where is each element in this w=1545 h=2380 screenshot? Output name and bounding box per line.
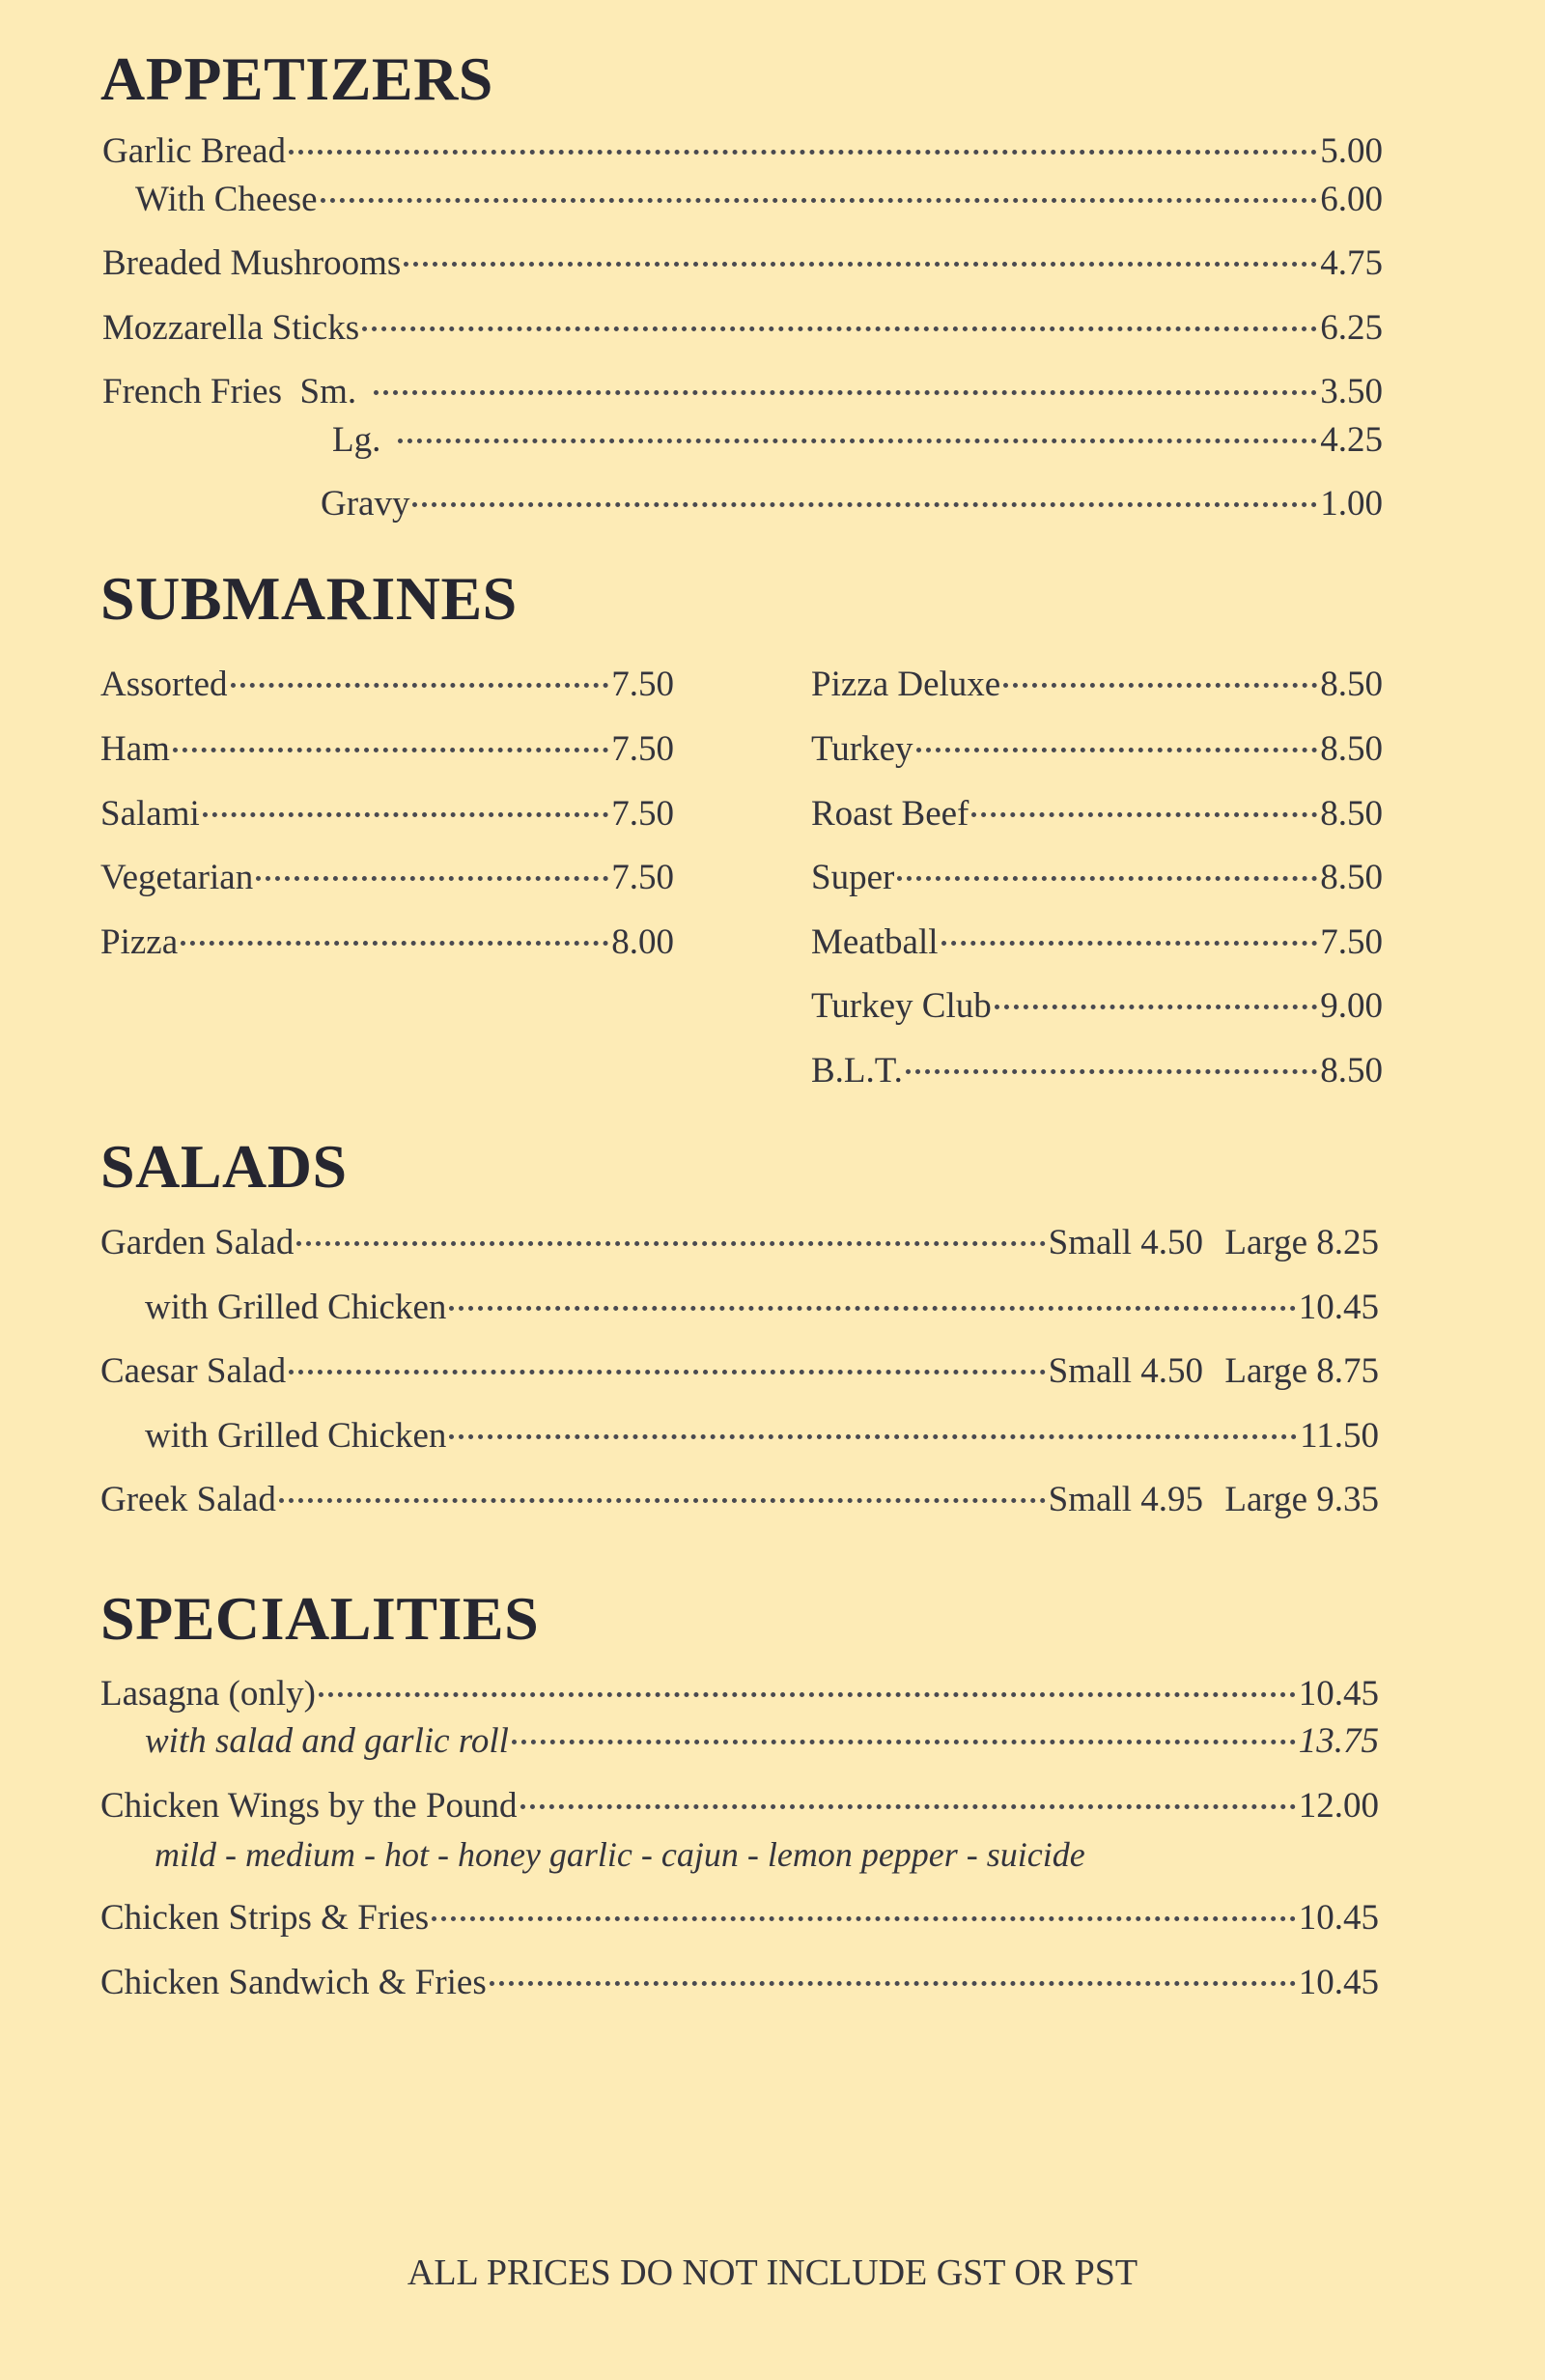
item-name: Turkey — [811, 729, 913, 769]
menu-item-super — [811, 854, 1383, 902]
item-price: 8.50 — [1320, 665, 1383, 704]
leader-dots — [362, 326, 1317, 331]
leader-dots — [321, 198, 1318, 203]
item-name: Roast Beef — [811, 794, 969, 834]
item-price-small: Small 4.95 — [1048, 1480, 1203, 1519]
item-price: 7.50 — [611, 858, 674, 897]
leader-dots — [256, 876, 608, 881]
item-price: 10.45 — [1298, 1898, 1379, 1938]
menu-item-with-cheese — [135, 176, 1383, 224]
item-name: Lg. — [332, 420, 381, 460]
item-price-small: Small 4.50 — [1048, 1223, 1203, 1262]
item-name: Mozzarella Sticks — [102, 308, 360, 348]
item-name: Chicken Wings by the Pound — [100, 1786, 518, 1826]
leader-dots — [432, 1916, 1296, 1921]
menu-item-gravy — [321, 480, 1383, 528]
item-name: with Grilled Chicken — [145, 1288, 447, 1327]
item-name: With Cheese — [135, 180, 318, 219]
leader-dots — [971, 812, 1317, 817]
item-price: 6.25 — [1320, 308, 1383, 348]
item-price: 10.45 — [1298, 1963, 1379, 2002]
item-price: 8.50 — [1320, 1051, 1383, 1091]
menu-item-salami — [100, 790, 674, 838]
menu-item-chicken-wings — [100, 1782, 1379, 1830]
leader-dots — [374, 390, 1317, 395]
item-price: 6.00 — [1320, 180, 1383, 219]
item-name: Pizza — [100, 922, 179, 962]
leader-dots — [906, 1069, 1317, 1074]
wing-flavors: mild - medium - hot - honey garlic - cajun - lemon pepper - suicide — [154, 1835, 1085, 1874]
menu-item-meatball — [811, 919, 1383, 967]
item-name: Caesar Salad — [100, 1351, 287, 1391]
menu-item-caesar-salad-chicken — [145, 1412, 1379, 1460]
item-price-large: Large 9.35 — [1224, 1480, 1379, 1519]
menu-item-turkey — [811, 725, 1383, 774]
salads-heading: SALADS — [100, 1132, 348, 1201]
leader-dots — [520, 1804, 1296, 1809]
menu-item-chicken-strips — [100, 1894, 1379, 1942]
leader-dots — [289, 150, 1317, 155]
item-price: 7.50 — [611, 665, 674, 704]
item-price-small: Small 4.50 — [1048, 1351, 1203, 1391]
leader-dots — [279, 1498, 1046, 1503]
menu-item-garden-salad-chicken — [145, 1284, 1379, 1332]
menu-item-pizza — [100, 919, 674, 967]
item-name: Greek Salad — [100, 1480, 276, 1519]
leader-dots — [231, 683, 609, 688]
menu-item-ham — [100, 725, 674, 774]
item-price: 8.50 — [1320, 858, 1383, 897]
item-price-large: Large 8.75 — [1224, 1351, 1379, 1391]
leader-dots — [412, 502, 1317, 507]
item-name: B.L.T. — [811, 1051, 903, 1091]
menu-item-greek-salad — [100, 1476, 1379, 1524]
item-name: Breaded Mushrooms — [102, 243, 402, 283]
item-name: with salad and garlic roll — [145, 1721, 509, 1761]
appetizers-heading: APPETIZERS — [100, 44, 493, 113]
menu-item-blt — [811, 1047, 1383, 1095]
leader-dots — [203, 812, 608, 817]
item-name: Vegetarian — [100, 858, 254, 897]
item-price: 4.75 — [1320, 243, 1383, 283]
item-name: Salami — [100, 794, 200, 834]
item-name: Chicken Strips & Fries — [100, 1898, 430, 1938]
item-name: Meatball — [811, 922, 939, 962]
item-name: Lasagna (only) — [100, 1674, 316, 1714]
item-name: Garden Salad — [100, 1223, 295, 1262]
item-name: with Grilled Chicken — [145, 1416, 447, 1456]
item-price: 11.50 — [1300, 1416, 1379, 1456]
item-name: Super — [811, 858, 895, 897]
leader-dots — [319, 1692, 1296, 1697]
item-price-large: Large 8.25 — [1224, 1223, 1379, 1262]
menu-item-caesar-salad — [100, 1347, 1379, 1396]
leader-dots — [173, 748, 608, 752]
menu-item-garlic-bread — [102, 128, 1383, 176]
menu-item-turkey-club — [811, 982, 1383, 1031]
leader-dots — [897, 876, 1317, 881]
menu-item-garden-salad — [100, 1219, 1379, 1267]
item-price: 10.45 — [1298, 1288, 1379, 1327]
item-price: 13.75 — [1298, 1721, 1379, 1761]
menu-item-assorted — [100, 661, 674, 709]
item-name: Assorted — [100, 665, 228, 704]
menu-item-french-fries-small — [102, 368, 1383, 416]
leader-dots — [449, 1306, 1295, 1311]
leader-dots — [289, 1370, 1046, 1374]
item-name: Gravy — [321, 484, 410, 524]
menu-item-pizza-deluxe — [811, 661, 1383, 709]
leader-dots — [404, 262, 1317, 267]
leader-dots — [296, 1241, 1045, 1246]
item-price: 12.00 — [1298, 1786, 1379, 1826]
leader-dots — [512, 1740, 1296, 1744]
item-name: Chicken Sandwich & Fries — [100, 1963, 487, 2002]
item-price: 8.50 — [1320, 729, 1383, 769]
leader-dots — [941, 941, 1318, 946]
leader-dots — [490, 1981, 1296, 1986]
leader-dots — [449, 1434, 1297, 1439]
leader-dots — [916, 748, 1318, 752]
submarines-heading: SUBMARINES — [100, 564, 518, 633]
leader-dots — [398, 439, 1317, 443]
item-name: French Fries Sm. — [102, 372, 357, 411]
specialities-heading: SPECIALITIES — [100, 1584, 540, 1653]
item-price: 9.00 — [1320, 986, 1383, 1026]
item-price: 8.00 — [611, 922, 674, 962]
item-price: 7.50 — [1320, 922, 1383, 962]
item-price: 4.25 — [1320, 420, 1383, 460]
menu-item-chicken-sandwich — [100, 1959, 1379, 2007]
item-price: 5.00 — [1320, 131, 1383, 171]
menu-item-lasagna — [100, 1670, 1379, 1718]
menu-item-roast-beef — [811, 790, 1383, 838]
item-price: 3.50 — [1320, 372, 1383, 411]
item-price: 8.50 — [1320, 794, 1383, 834]
item-name: Garlic Bread — [102, 131, 287, 171]
menu-item-french-fries-large — [332, 416, 1383, 465]
item-price: 7.50 — [611, 729, 674, 769]
item-name: Turkey Club — [811, 986, 992, 1026]
menu-item-mozzarella-sticks — [102, 304, 1383, 353]
item-price: 1.00 — [1320, 484, 1383, 524]
item-name: Pizza Deluxe — [811, 665, 1001, 704]
leader-dots — [181, 941, 608, 946]
tax-notice: ALL PRICES DO NOT INCLUDE GST OR PST — [407, 2252, 1138, 2293]
menu-item-breaded-mushrooms — [102, 240, 1383, 288]
leader-dots — [995, 1005, 1317, 1009]
menu-item-vegetarian — [100, 854, 674, 902]
item-name: Ham — [100, 729, 170, 769]
leader-dots — [1003, 683, 1317, 688]
item-price: 7.50 — [611, 794, 674, 834]
item-price: 10.45 — [1298, 1674, 1379, 1714]
menu-item-lasagna-with-salad — [145, 1717, 1379, 1766]
